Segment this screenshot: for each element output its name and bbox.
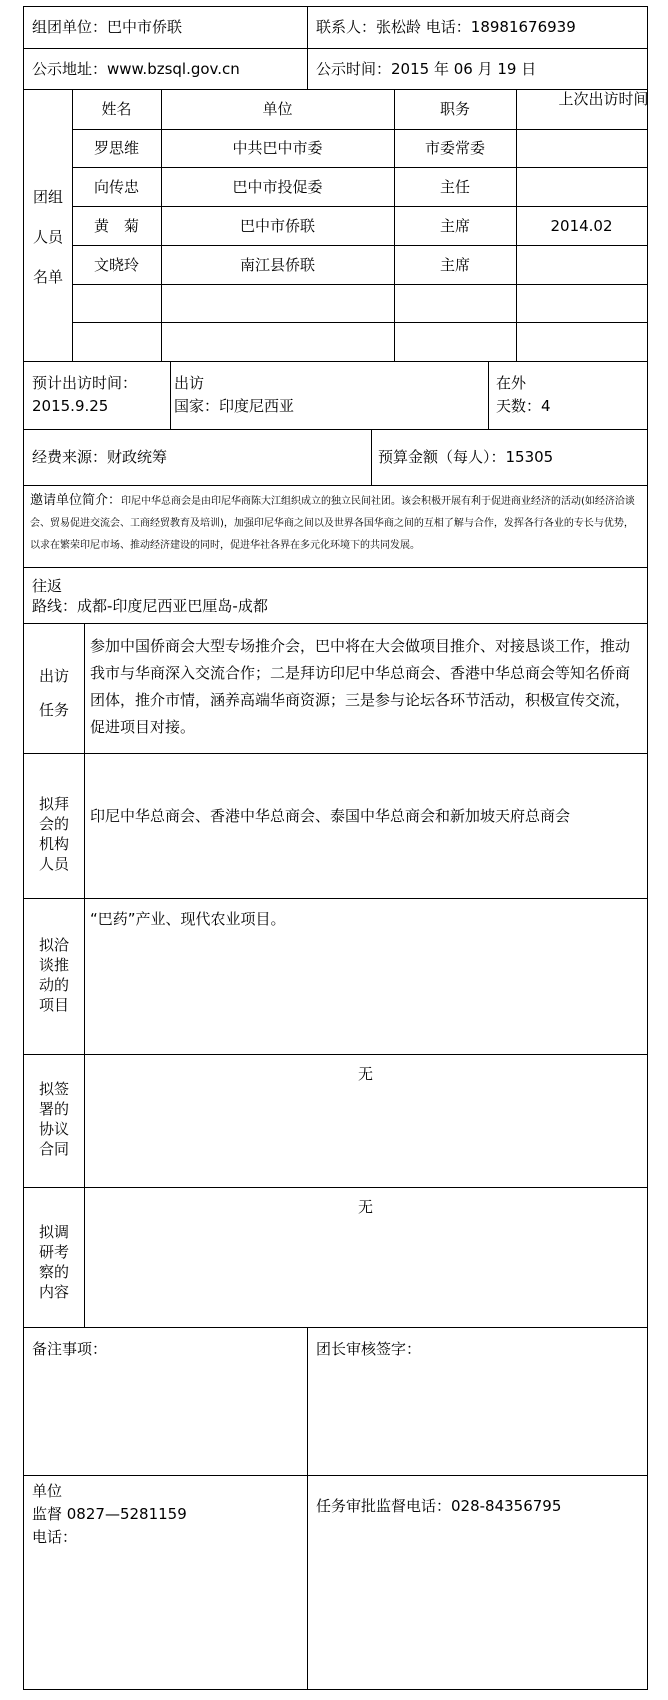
route-value: 路线：成都-印度尼西亚巴厘岛-成都: [32, 597, 268, 615]
contact-label: 联系人：张松龄 电话：18981676939: [316, 18, 576, 36]
planned-time-value: 2015.9.25: [32, 397, 109, 415]
member-position: 主席: [439, 217, 470, 235]
visit-orgs-text: 印尼中华总商会、香港中华总商会、泰国中华总商会和新加坡天府总商会: [90, 807, 571, 825]
visit-orgs-label: 拟拜 会的 机构 人员: [38, 795, 69, 873]
remarks-label: 备注事项：: [32, 1340, 108, 1358]
approval-phone: 任务审批监督电话：028-84356795: [316, 1497, 562, 1515]
col-header-name: 姓名: [101, 100, 132, 118]
member-position: 主任: [439, 178, 470, 196]
member-position: 主席: [439, 256, 470, 274]
destination-label: 出访: [174, 374, 205, 392]
task-label: 出访 任务: [38, 667, 69, 719]
supervise-phone-label: 电话：: [32, 1528, 78, 1546]
member-name: 罗思维: [93, 139, 139, 157]
funding-source: 经费来源：财政统筹: [32, 448, 168, 466]
col-header-last-visit: 上次出访时间: [558, 90, 649, 108]
route-label: 往返: [32, 577, 63, 595]
member-name: 黄 菊: [93, 217, 139, 235]
leader-signature-label: 团长审核签字：: [316, 1340, 422, 1358]
task-text: 参加中国侨商会大型专场推介会，巴中将在大会做项目推介、对接恳谈工作，推动我市与华商深入交流合作；二是拜访印尼中华总商会、香港中华总商会等知名侨商团体，推介市情，涵养高端华商资源；三是参与论坛各环节活动，积极宣传交流，促进项目对接。: [90, 637, 631, 736]
days-value: 天数：4: [496, 397, 551, 415]
supervise-unit-label: 单位: [32, 1482, 63, 1500]
notice-time: 公示时间：2015 年 06 月 19 日: [316, 60, 537, 78]
members-section-label: 团组 人员 名单: [32, 188, 63, 286]
agreements-text: 无: [357, 1065, 373, 1083]
agreements-label: 拟签 署的 协议 合同: [38, 1080, 69, 1158]
organizer-label: 组团单位：巴中市侨联: [32, 18, 183, 36]
member-unit: 巴中市投促委: [232, 178, 323, 196]
member-name: 向传忠: [93, 178, 139, 196]
supervise-phone: 监督 0827—5281159: [32, 1505, 187, 1523]
destination-country: 国家：印度尼西亚: [174, 397, 295, 415]
inviter-text: 印尼中华总商会是由印尼华商陈大江组织成立的独立民间社团。该会积极开展有利于促进商业经济的活动(如经济洽谈会、贸易促进交流会、工商经贸教育及培训)，加强印尼华商之间以及世界各国华商之间的互相了解与合作，发挥各行各业的专长与优势，以求在繁荣印尼市场、推动经济建设的同时，促进华社各界在多元化环境下的共同发展。: [30, 496, 635, 551]
trip-notice-form: [23, 6, 648, 1690]
projects-text: “巴药”产业、现代农业项目。: [90, 910, 286, 928]
planned-time-label: 预计出访时间：: [32, 374, 138, 392]
projects-label: 拟洽 谈推 动的 项目: [38, 936, 69, 1014]
budget-amount: 预算金额（每人）：15305: [378, 448, 554, 466]
notice-address: 公示地址：www.bzsql.gov.cn: [32, 60, 240, 78]
days-label: 在外: [496, 374, 527, 392]
member-last-visit: 2014.02: [550, 217, 613, 235]
member-unit: 巴中市侨联: [239, 217, 315, 235]
member-name: 文晓玲: [93, 256, 139, 274]
col-header-unit: 单位: [262, 100, 293, 118]
research-text: 无: [357, 1198, 373, 1216]
member-position: 市委常委: [424, 139, 485, 157]
col-header-position: 职务: [439, 100, 470, 118]
inviter-intro: [30, 489, 642, 555]
research-label: 拟调 研考 察的 内容: [38, 1223, 69, 1301]
member-unit: 南江县侨联: [239, 256, 315, 274]
member-unit: 中共巴中市委: [232, 139, 323, 157]
inviter-label: 邀请单位简介：: [30, 493, 122, 508]
